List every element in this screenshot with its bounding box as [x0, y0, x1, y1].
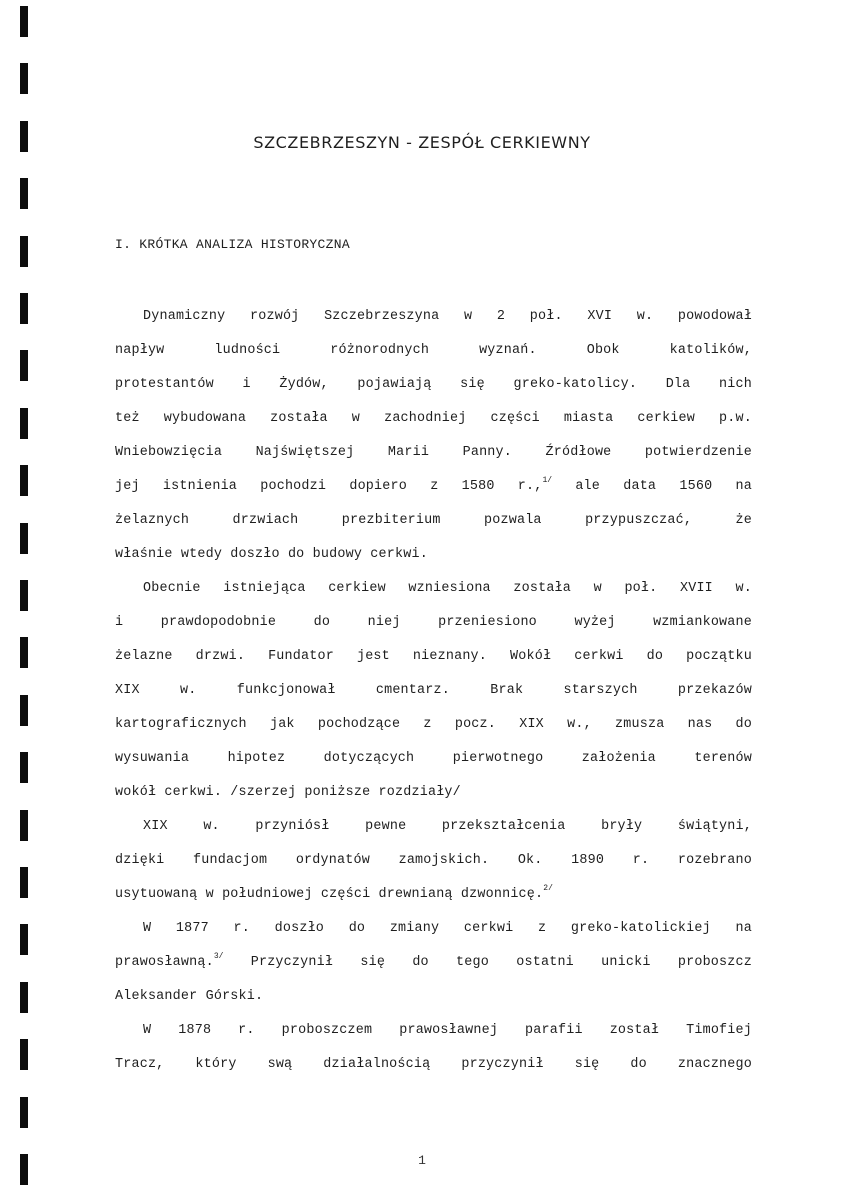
punch-mark: [20, 350, 28, 381]
text-line: napływ ludności różnorodnych wyznań. Obok katolików,: [115, 343, 752, 358]
footnote-marker: 2/: [543, 884, 553, 893]
text-line: prawosławną.$^{3/}$ Przyczynił się do tego ostatni unicki proboszcz: [115, 952, 752, 970]
punch-mark: [20, 752, 28, 783]
text-line: Wniebowzięcia Najświętszej Marii Panny. Źródłowe potwierdzenie: [115, 445, 752, 460]
text-line: Dynamiczny rozwój Szczebrzeszyna w 2 poł. XVI w. powodował: [143, 309, 752, 324]
document-title: SZCZEBRZESZYN - ZESPÓŁ CERKIEWNY: [253, 133, 591, 152]
text-line: żelazne drzwi. Fundator jest nieznany. Wokół cerkwi do początku: [115, 649, 752, 664]
punch-mark: [20, 178, 28, 209]
punch-mark: [20, 465, 28, 496]
text-line: jej istnienia pochodzi dopiero z 1580 r.,$^{1/}$ ale data 1560 na: [115, 476, 752, 494]
page-number: 1: [418, 1153, 426, 1168]
text-line: wokół cerkwi. /szerzej poniższe rozdziały/: [115, 785, 461, 800]
text-line: XIX w. przyniósł pewne przekształcenia bryły świątyni,: [143, 819, 752, 834]
section-heading: I. KRÓTKA ANALIZA HISTORYCZNA: [115, 237, 350, 252]
text-line: też wybudowana została w zachodniej części miasta cerkiew p.w.: [115, 411, 752, 426]
text-line: usytuowaną w południowej części drewnianą dzwonnicę.$^{2/}$: [115, 884, 553, 902]
paragraph: [115, 578, 752, 816]
paragraph: [115, 1020, 752, 1088]
punch-mark: [20, 810, 28, 841]
text-line: wysuwania hipotez dotyczących pierwotnego założenia terenów: [115, 751, 752, 766]
punch-mark: [20, 63, 28, 94]
punch-mark: [20, 408, 28, 439]
footnote-marker: 1/: [542, 476, 553, 485]
punch-mark: [20, 637, 28, 668]
text-line: kartograficznych jak pochodzące z pocz. XIX w., zmusza nas do: [115, 717, 752, 732]
paragraph: [115, 306, 752, 578]
punch-mark: [20, 1039, 28, 1070]
punch-mark: [20, 924, 28, 955]
punch-mark: [20, 982, 28, 1013]
text-line: Obecnie istniejąca cerkiew wzniesiona została w poł. XVII w.: [143, 581, 752, 596]
text-line: XIX w. funkcjonował cmentarz. Brak starszych przekazów: [115, 683, 752, 698]
punch-mark: [20, 695, 28, 726]
paragraph: [115, 918, 752, 1020]
punch-mark: [20, 523, 28, 554]
binder-punch-marks: [0, 0, 40, 1199]
punch-mark: [20, 867, 28, 898]
paragraph: [115, 816, 752, 918]
text-line: protestantów i Żydów, pojawiają się greko-katolicy. Dla nich: [115, 377, 752, 392]
punch-mark: [20, 6, 28, 37]
body-text: [115, 306, 752, 1088]
footnote-marker: 3/: [213, 952, 224, 961]
text-line: W 1877 r. doszło do zmiany cerkwi z greko-katolickiej na: [143, 921, 752, 936]
text-line: żelaznych drzwiach prezbiterium pozwala przypuszczać, że: [115, 513, 752, 528]
text-line: W 1878 r. proboszczem prawosławnej parafii został Timofiej: [143, 1023, 752, 1038]
text-line: Aleksander Górski.: [115, 989, 264, 1004]
text-line: właśnie wtedy doszło do budowy cerkwi.: [115, 547, 428, 562]
text-line: Tracz, który swą działalnością przyczynił się do znacznego: [115, 1057, 752, 1072]
text-line: i prawdopodobnie do niej przeniesiono wyżej wzmiankowane: [115, 615, 752, 630]
punch-mark: [20, 293, 28, 324]
punch-mark: [20, 1097, 28, 1128]
text-line: dzięki fundacjom ordynatów zamojskich. Ok. 1890 r. rozebrano: [115, 853, 752, 868]
punch-mark: [20, 236, 28, 267]
punch-mark: [20, 580, 28, 611]
